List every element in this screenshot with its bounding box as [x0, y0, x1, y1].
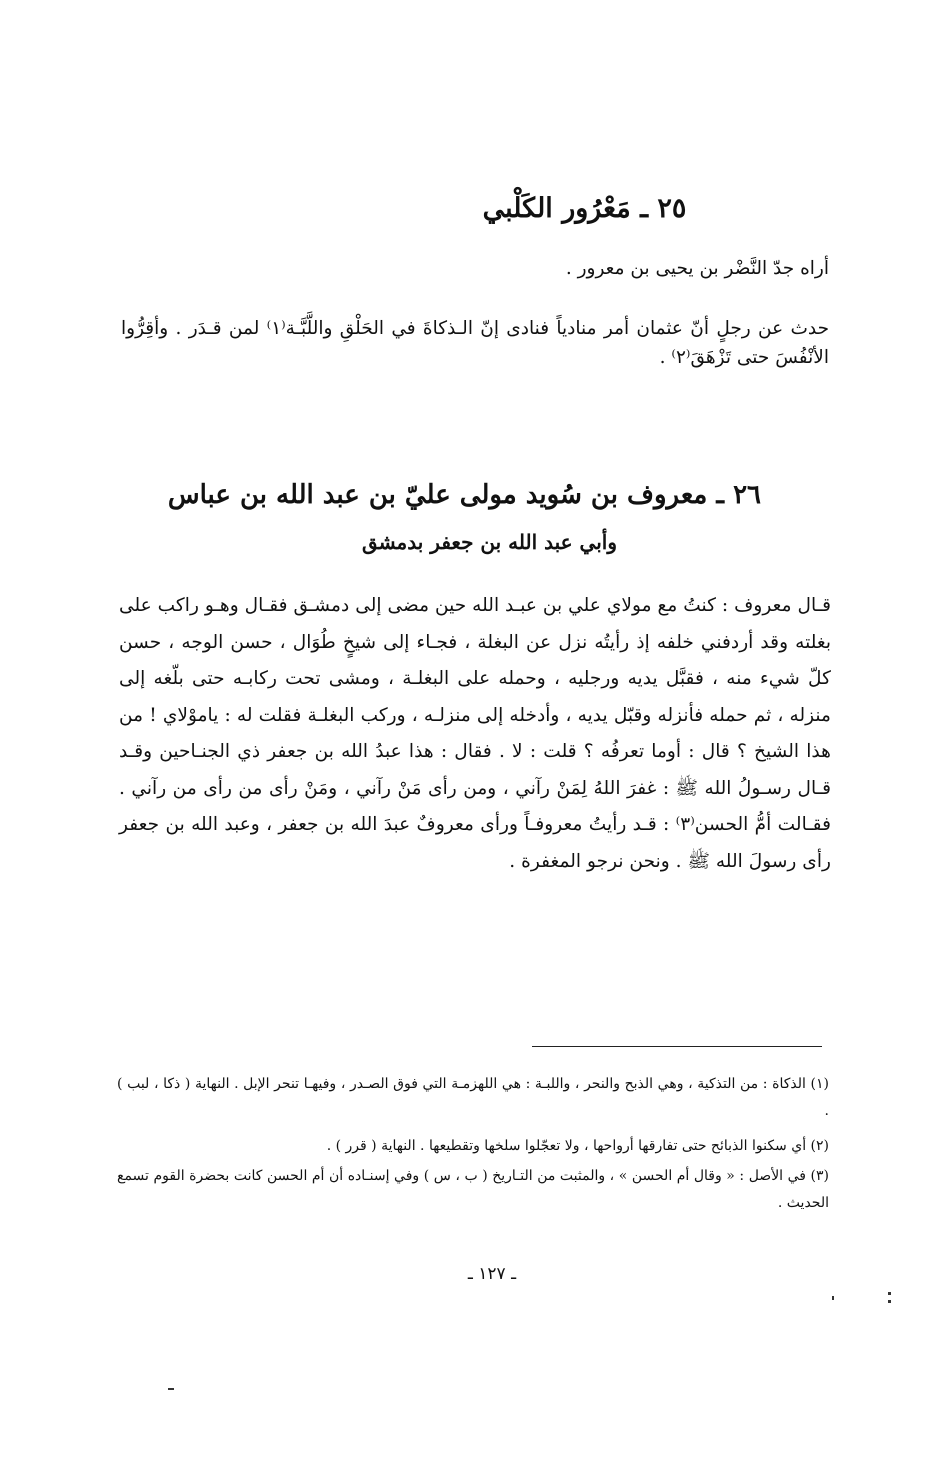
entry-26-subheading: وأبي عبد الله بن جعفر بدمشق [362, 530, 617, 554]
scan-speck [168, 1388, 174, 1390]
entry-25-paragraph: حدث عن رجلٍ أنّ عثمان أمر منادياً فنادى إنّ الـذكاةَ في الحَلْقِ واللَّبَّـة⁽١⁾ لمن قـدَر . وأقِرُّوا الأنْفُسَ حتى تَزْهَقَ⁽٢⁾ . [121, 318, 830, 368]
entry-26-heading: ٢٦ ـ معروف بن سُويد مولى عليّ بن عبد الله بن عباس [167, 480, 761, 510]
scan-speck [888, 1292, 891, 1295]
entry-26-body: قـال معروف : كنتُ مع مولاي علي بن عبـد الله حين مضى إلى دمشـق فقـال وهـو راكب على بغلته وقد أردفني خلفه إذ رأيتُه نزل عن البغلة ، فجـاء إلى شيخٍ طُوَال ، حسن الوجه ، حسن كلّ شيء منه ، فقبَّل يديه ورجليه ، وحمله على البغلـة ، ومشى تحت ركابـه حتى بلّغه إلى منزله ، ثم حمله فأنزله وقبّل يديه ، وأدخله إلى منزلـه ، وركب البغلـة فقلت له : ياموْلاي ! من هذا الشيخ ؟ قال : أوما تعرفُه ؟ قلت : لا . فقال : هذا عبدُ الله بن جعفر ذي الجنـاحين وقـد قـال رسـولُ الله ﷺ : غفرَ اللهُ لِمَنْ رآني ، ومن رأى مَنْ رآني ، ومَنْ رأى من رأى من رآني . فقـالت أمُّ الحسن⁽٣⁾ : قـد رأيتُ معروفـاً ورأى معروفٌ عبدَ الله بن جعفر ، وعبد الله بن جعفر رأى رسولَ الله ﷺ . ونحن نرجو المغفرة . [119, 595, 831, 872]
footnote-1: (١) الذكاة : من التذكية ، وهي الذبح والنحر ، واللبـة : هي اللهزمـة التي فوق الصـدر ، وفيهـا تنحر الإبل . النهاية ( ذكا ، لبب ) . [117, 1076, 829, 1119]
footnote-3: (٣) في الأصل : « وقال أم الحسن » ، والمثبت من التـاريخ ( ب ، س ) وفي إسنـاده أن أم الحسن كانت بحضرة القوم تسمع الحديث . [117, 1168, 829, 1211]
entry-25-line: أراه جدّ النَّضْر بن يحيى بن معرور . [565, 258, 829, 279]
page-number: ـ ١٢٧ ـ [467, 1264, 517, 1284]
footnote-divider [532, 1046, 822, 1047]
scan-speck [888, 1300, 891, 1303]
entry-25-heading-text: ٢٥ ـ مَعْرُور الكَلْبي [482, 193, 687, 224]
footnote-2: (٢) أي سكنوا الذبائح حتى تفارقها أرواحها ، ولا تعجّلوا سلخها وتقطيعها . النهاية ( قرر ) . [326, 1138, 829, 1154]
scan-speck [832, 1296, 834, 1300]
entry-25-heading [0, 193, 949, 224]
